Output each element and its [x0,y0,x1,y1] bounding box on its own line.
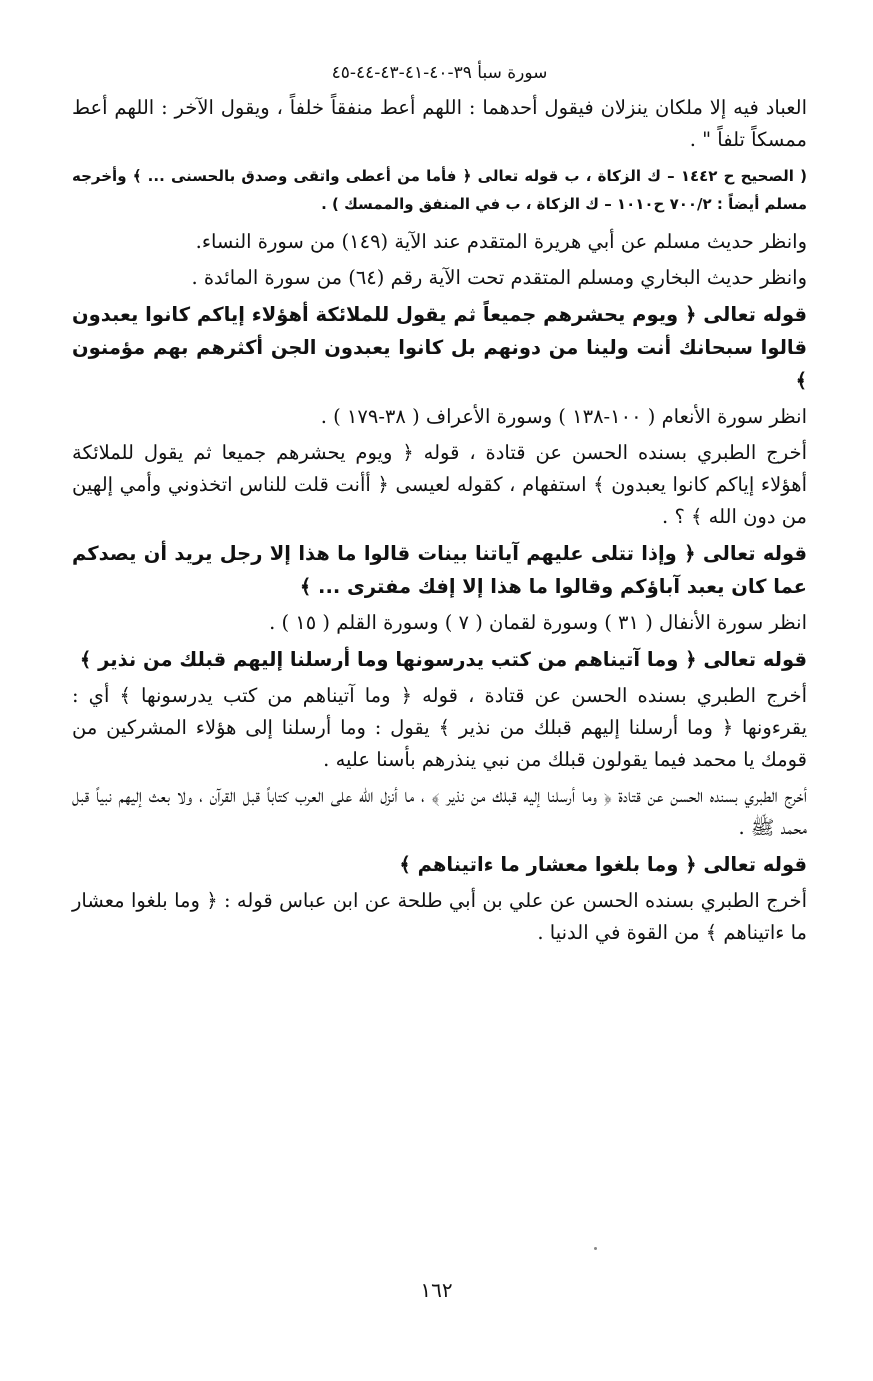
paragraph-hadith-end: العباد فيه إلا ملكان ينزلان فيقول أحدهما : اللهم أعط منفقاً خلفاً ، ويقول الآخر : اللهم أعط ممسكاً تلفاً " . [72,96,807,151]
paragraph-see-muslim: وانظر حديث مسلم عن أبي هريرة المتقدم عند الآية (١٤٩) من سورة النساء. [195,230,807,253]
verse-heading-4: قوله تعالى ﴿ وما بلغوا معشار ما ءاتيناهم ﴾ [399,853,807,876]
paragraph-tabari-ibn-abbas: أخرج الطبري بسنده الحسن عن علي بن أبي طلحة عن ابن عباس قوله : ﴿ وما بلغوا معشار ما ءاتيناهم ﴾ من القوة في الدنيا . [72,889,807,944]
stray-dot [594,1247,597,1250]
running-header: سورة سبأ ٣٩-٤٠-٤١-٤٣-٤٤-٤٥ [331,63,548,83]
paragraph-tabari-qatada-1: أخرج الطبري بسنده الحسن عن قتادة ، قوله ﴿ ويوم يحشرهم جميعا ثم يقول للملائكة أهؤلاء إياكم كانوا يعبدون ﴾ استفهام ، كقوله لعيسى ﴿ أأنت قلت للناس اتخذوني وأمي إلهين من دون الله ﴾ ؟ . [72,441,807,528]
verse-heading-2: قوله تعالى ﴿ وإذا تتلى عليهم آياتنا بينات قالوا ما هذا إلا رجل يريد أن يصدكم عما كان يعبد آباؤكم وقالوا ما هذا إلا إفك مفترى ... ﴾ [72,542,807,598]
paragraph-see-anfal: انظر سورة الأنفال ( ٣١ ) وسورة لقمان ( ٧ ) وسورة القلم ( ١٥ ) . [269,611,807,634]
paragraph-tabari-qatada-2: أخرج الطبري بسنده الحسن عن قتادة ، قوله ﴿ وما آتيناهم من كتب يدرسونها ﴾ أي : يقرءونها ﴿ وما أرسلنا إليهم قبلك من نذير ﴾ يقول : وما أرسلنا إلى هؤلاء المشركين من قومك يا محمد فيما يقولون قبلك من نبي ينذرهم بأسنا عليه . [72,684,807,771]
paragraph-see-bukhari: وانظر حديث البخاري ومسلم المتقدم تحت الآية رقم (٦٤) من سورة المائدة . [191,266,807,289]
verse-heading-1: قوله تعالى ﴿ ويوم يحشرهم جميعاً ثم يقول للملائكة أهؤلاء إياكم كانوا يعبدون قالوا سبحانك أنت ولينا من دونهم بل كانوا يعبدون الجن أكثرهم بهم مؤمنون ﴾ [72,303,807,392]
verse-heading-3: قوله تعالى ﴿ وما آتيناهم من كتب يدرسونها وما أرسلنا إليهم قبلك من نذير ﴾ [79,648,807,671]
page-content [72,62,807,1362]
reference-note: ( الصحيح ح ١٤٤٢ – ك الزكاة ، ب قوله تعالى ﴿ فأما من أعطى واتقى وصدق بالحسنى ... ﴾ وأخرجه مسلم أيضاً : ٧٠٠/٢ ح١٠١٠ – ك الزكاة ، ب في المنفق والممسك ) . [72,167,807,213]
paragraph-tabari-qatada-3: أخرج الطبري بسنده الحسن عن قتادة ﴿ وما أرسلنا إليه قبلك من نذير ﴾ ، ما أنزل الله على العرب كتاباً قبل القرآن ، ولا بعث إليهم نبياً قبل محمد ﷺ . [72,784,807,839]
paragraph-see-anam: انظر سورة الأنعام ( ١٠٠-١٣٨ ) وسورة الأعراف ( ٣٨-١٧٩ ) . [320,405,807,428]
page-number: ١٦٢ [420,1278,453,1302]
